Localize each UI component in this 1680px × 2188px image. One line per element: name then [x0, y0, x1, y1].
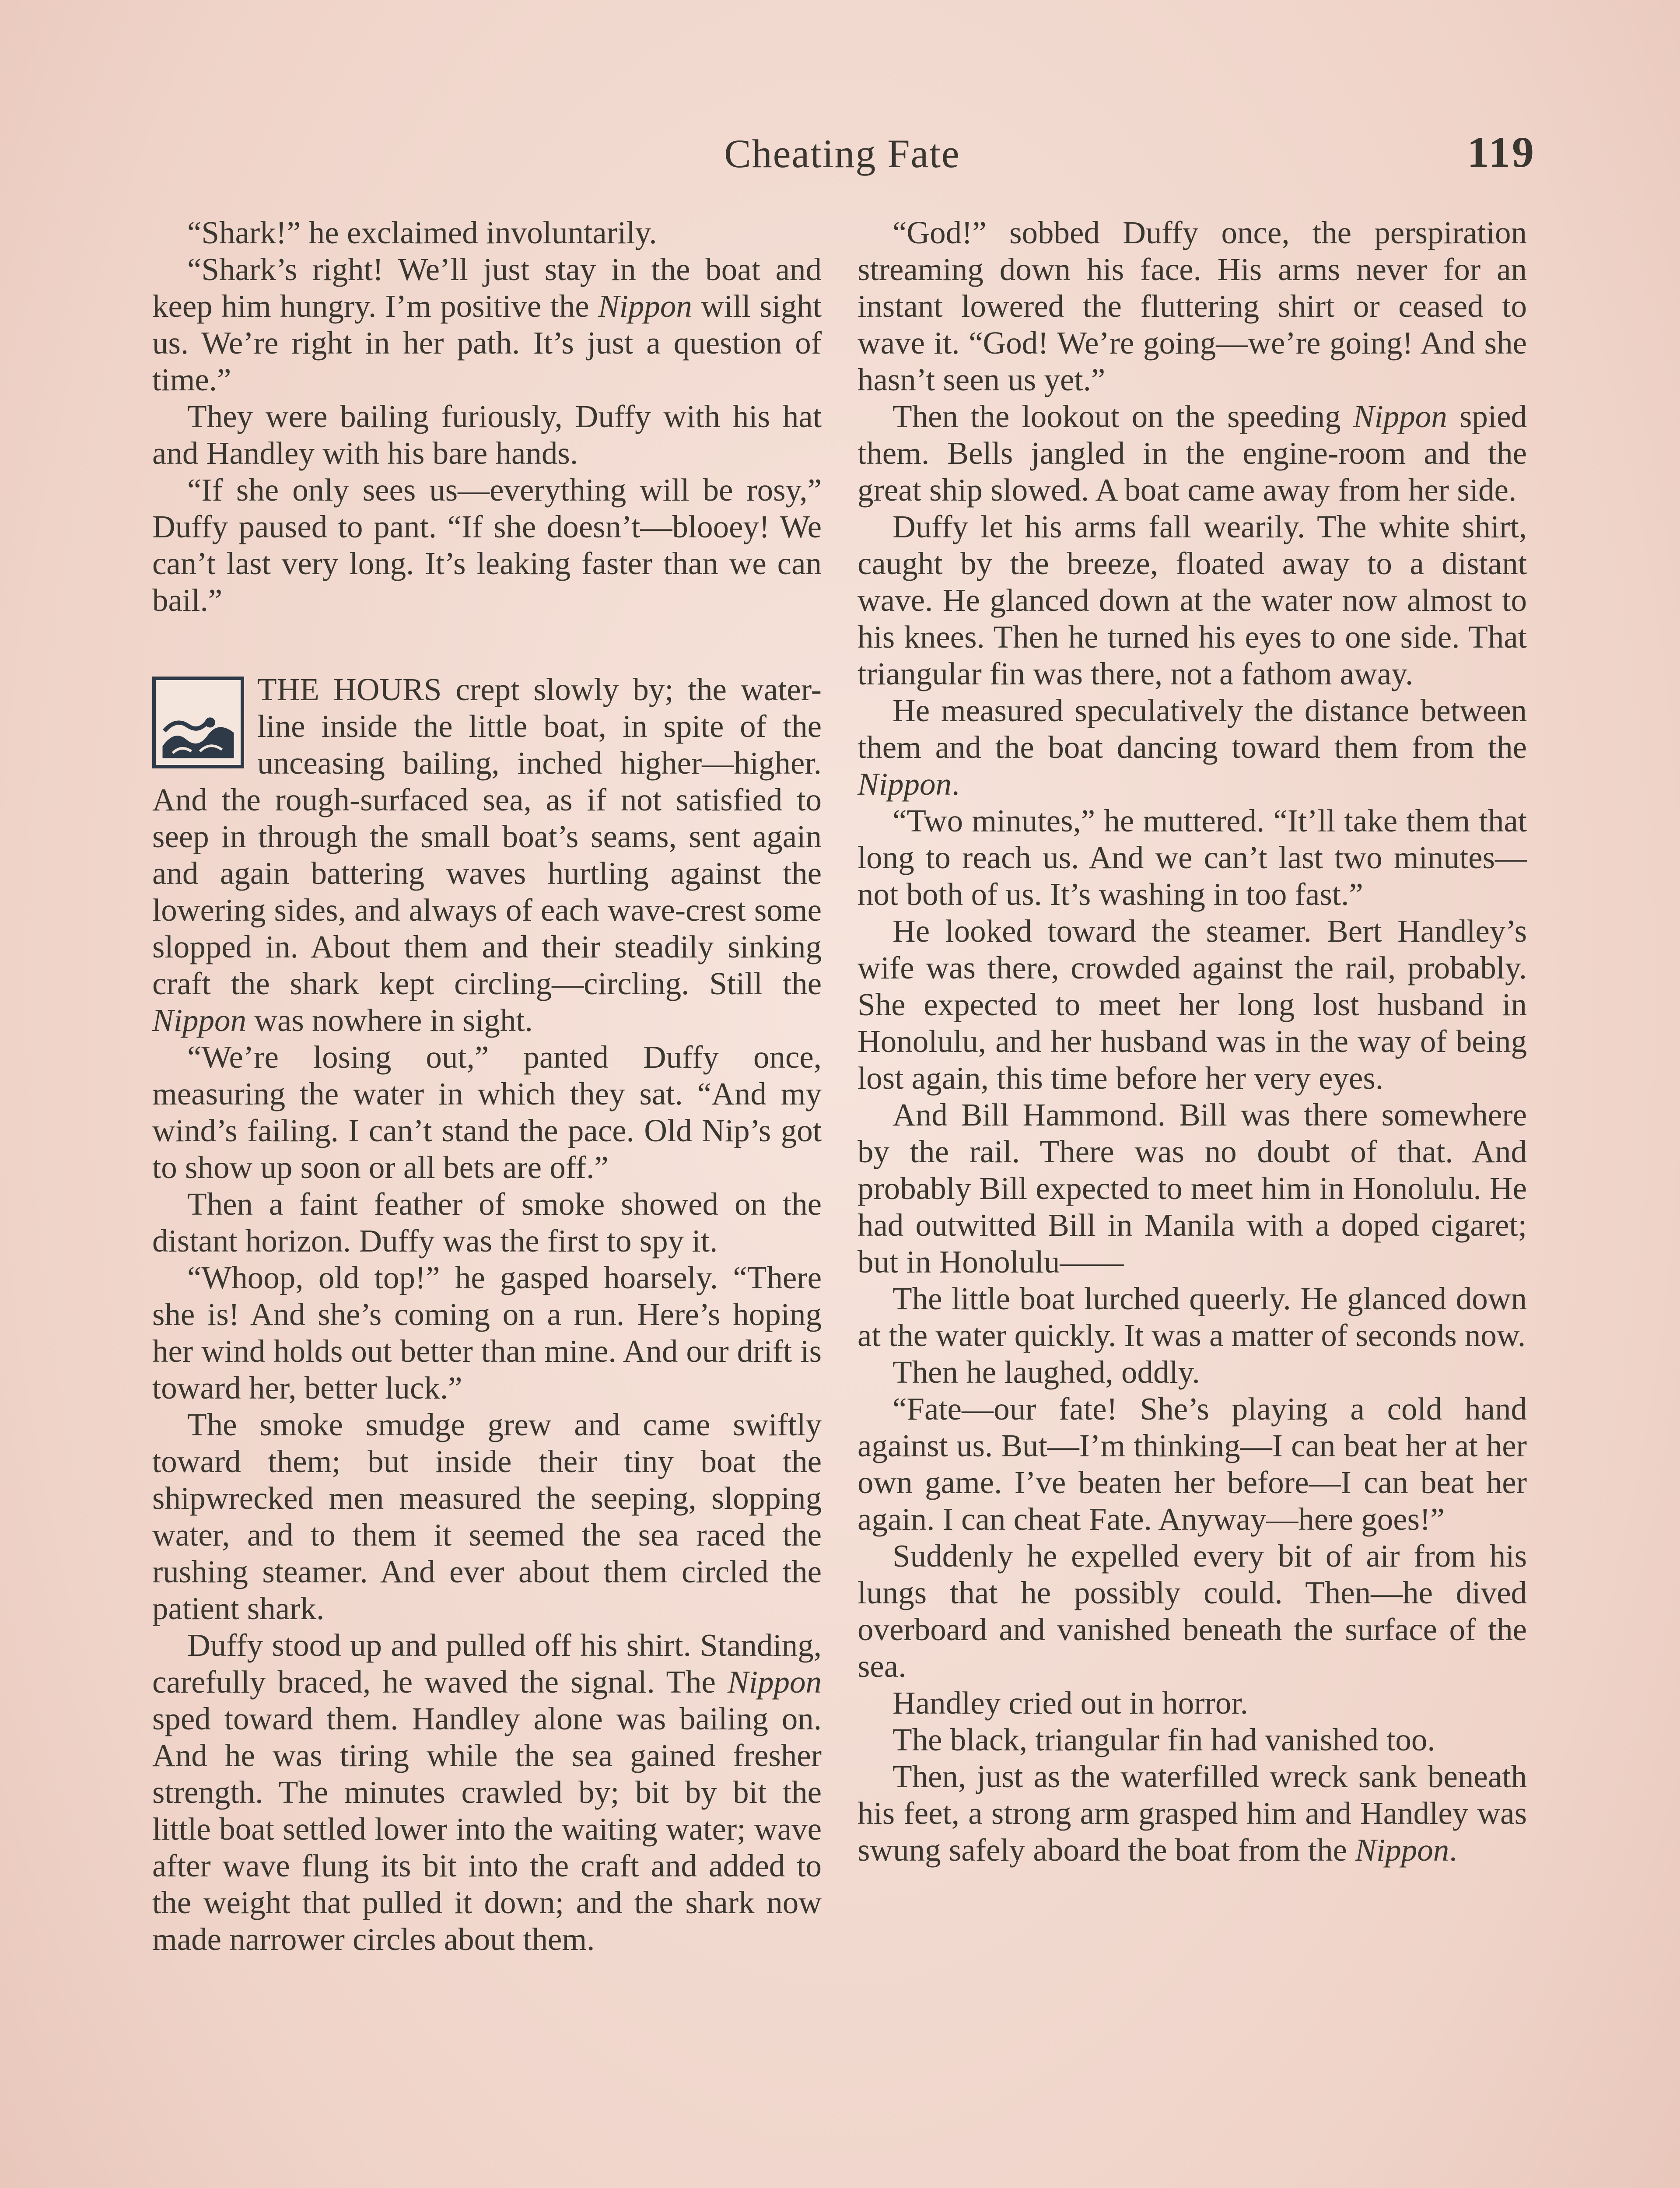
paragraph: The smoke smudge grew and came swiftly toward them; but inside their tiny boat the shipwrecked men measured the seeping, slopping water, and to them it seemed the sea raced the rushing steamer. And ever about them circled the patient shark. — [152, 1407, 822, 1626]
ship-name: Nippon — [1355, 1832, 1449, 1868]
page-header — [149, 123, 1536, 184]
paragraph: He looked toward the steamer. Bert Handley’s wife was there, crowded against the rail, probably. She expected to meet her long lost husband in Honolulu, and her husband was in the way of being lost again, this time before her very eyes. — [858, 913, 1527, 1096]
paragraph: “Whoop, old top!” he gasped hoarsely. “There she is! And she’s coming on a run. Here’s hoping her wind holds out better than mine. And our drift is toward her, better luck.” — [152, 1260, 822, 1406]
paragraph: The black, triangular fin had vanished too. — [892, 1722, 1435, 1757]
paragraph: “Shark’s right! We’ll just stay in the boat and keep him hungry. I’m positive the Nippon will sight us. We’re right in her path. It’s just a question of time.” — [152, 252, 822, 397]
paragraph: He measured speculatively the distance between them and the boat dancing toward them from the Nippon. — [858, 693, 1527, 802]
section-lead: THE HOURS — [257, 672, 442, 707]
paragraph: “Two minutes,” he muttered. “It’ll take them that long to reach us. And we can’t last two minutes—not both of us. It’s washing in too fast.” — [858, 803, 1527, 912]
paragraph: Then he laughed, oddly. — [892, 1354, 1200, 1390]
ship-name: Nippon — [1353, 399, 1447, 434]
paragraph: “We’re losing out,” panted Duffy once, measuring the water in which they sat. “And my wind’s failing. I can’t stand the pace. Old Nip’s got to show up soon or all bets are off.” — [152, 1039, 822, 1185]
page-number: 119 — [1467, 128, 1536, 176]
paragraph: Duffy stood up and pulled off his shirt. Standing, carefully braced, he waved the signal. The Nippon sped toward them. Handley alone was bailing on. And he was tiring while the sea gained fresher strength. The minutes crawled by; bit by bit the little boat settled lower into the waiting water; wave after wave flung its bit into the craft and added to the weight that pulled it down; and the shark now made narrower circles about them. — [152, 1627, 822, 1957]
paragraph: “Fate—our fate! She’s playing a cold hand against us. But—I’m thinking—I can beat her at her own game. I’ve beaten her before—I can beat her again. I can cheat Fate. Anyway—here goes!” — [858, 1391, 1527, 1537]
section-paragraph — [152, 671, 822, 1039]
paragraph: “Shark!” he exclaimed involuntarily. — [187, 215, 657, 250]
paragraph: And Bill Hammond. Bill was there somewhere by the rail. There was no doubt of that. And probably Bill expected to meet him in Honolulu. He had outwitted Bill in Manila with a doped cigaret; but in Honolulu—— — [858, 1097, 1527, 1280]
paragraph: Duffy let his arms fall wearily. The white shirt, caught by the breeze, floated away to a distant wave. He glanced down at the water now almost to his knees. Then he turned his eyes to one side. That triangular fin was there, not a fathom away. — [858, 509, 1527, 691]
paragraph: Then, just as the waterfilled wreck sank beneath his feet, a strong arm grasped him and Handley was swung safely aboard the boat from the Nippon. — [858, 1759, 1527, 1868]
paragraph: “If she only sees us—everything will be rosy,” Duffy paused to pant. “If she doesn’t—blooey! We can’t last very long. It’s leaking faster than we can bail.” — [152, 472, 822, 618]
right-column — [858, 214, 1527, 1869]
paragraph: Then the lookout on the speeding Nippon spied them. Bells jangled in the engine-room and the great ship slowed. A boat came away from her side. — [858, 399, 1527, 508]
paragraph: “God!” sobbed Duffy once, the perspiration streaming down his face. His arms never for an instant lowered the fluttering shirt or ceased to wave it. “God! We’re going—we’re going! And she hasn’t seen us yet.” — [858, 215, 1527, 397]
running-title: Cheating Fate — [724, 131, 960, 176]
section-text: crept slowly by; the water-line inside the little boat, in spite of the unceasing bailing, inched higher—higher. And the rough-surfaced sea, as if not satisfied to seep in through the small boat’s seams, sent again and again battering waves hurtling against the lowering sides, and always of each wave-crest some slopped in. About them and their steadily sinking craft the shark kept circling—circling. Still the Nippon was nowhere in sight. — [152, 672, 822, 1038]
paragraph: They were bailing furiously, Duffy with his hat and Handley with his bare hands. — [152, 399, 822, 471]
ship-name: Nippon — [728, 1664, 822, 1700]
paragraph: Suddenly he expelled every bit of air from his lungs that he possibly could. Then—he dived overboard and vanished beneath the surface of the sea. — [858, 1538, 1527, 1684]
ship-name: Nippon — [598, 288, 692, 324]
paragraph: The little boat lurched queerly. He glanced down at the water quickly. It was a matter of seconds now. — [858, 1281, 1527, 1353]
paragraph: Then a faint feather of smoke showed on the distant horizon. Duffy was the first to spy it. — [152, 1186, 822, 1259]
left-column — [152, 214, 822, 1958]
wave-ornament-icon — [152, 677, 244, 768]
ship-name: Nippon — [858, 766, 952, 802]
paragraph: Handley cried out in horror. — [892, 1685, 1248, 1721]
ship-name: Nippon — [152, 1003, 246, 1038]
